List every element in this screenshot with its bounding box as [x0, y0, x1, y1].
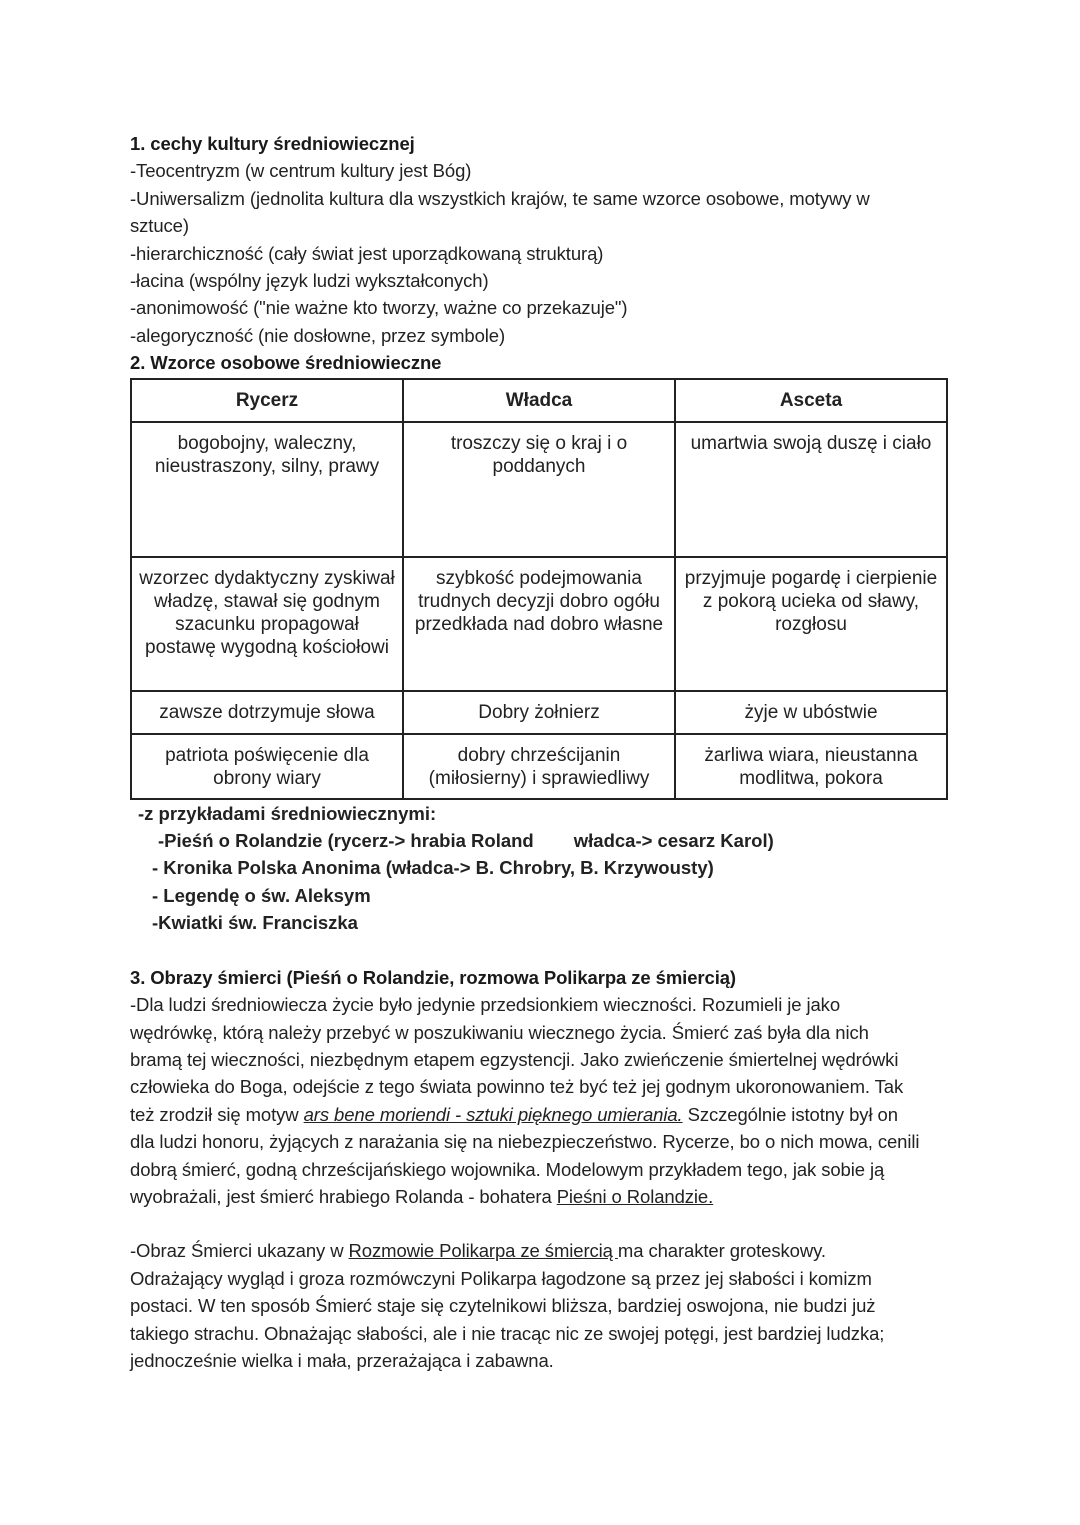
table-row [131, 734, 947, 799]
example-item: - Legendę o św. Aleksym [152, 884, 371, 906]
table-cell: zawsze dotrzymuje słowa [131, 691, 403, 734]
table-cell: Dobry żołnierz [403, 691, 675, 734]
section1-list [130, 157, 950, 349]
table-cell: patriota poświęcenie dla obrony wiary [131, 734, 403, 799]
table-row [131, 557, 947, 691]
text-span: wyobrażali, jest śmierć hrabiego Rolanda - bohatera [130, 1185, 557, 1207]
table-row [131, 422, 947, 557]
table-cell: wzorzec dydaktyczny zyskiwał władzę, stawał się godnym szacunku propagował postawę wygodną kościołowi [131, 557, 403, 691]
section3-paragraph-2 [130, 1237, 950, 1374]
table-row [131, 691, 947, 734]
table-cell: troszczy się o kraj i o poddanych [403, 422, 675, 557]
paragraph-line [130, 1237, 950, 1264]
table-cell: przyjmuje pogardę i cierpienie z pokorą ucieka od sławy, rozgłosu [675, 557, 947, 691]
list-item: -Teocentryzm (w centrum kultury jest Bóg) [130, 160, 472, 182]
table-cell: szybkość podejmowania trudnych decyzji dobro ogółu przedkłada nad dobro własne [403, 557, 675, 691]
list-item: -łacina (wspólny język ludzi wykształconych) [130, 270, 489, 292]
paragraph-line: człowieka do Boga, odejście z tego świata powinno też być też jej godnym ukoronowaniem. Tak [130, 1076, 904, 1098]
piesn-o-rolandzie-link[interactable]: Pieśni o Rolandzie. [556, 1185, 714, 1207]
table-cell: żyje w ubóstwie [675, 691, 947, 734]
table-header-cell: Rycerz [131, 379, 403, 422]
paragraph-line: jednocześnie wielka i mała, przerażająca i zabawna. [130, 1349, 554, 1371]
wzorce-table [130, 378, 948, 800]
ars-bene-moriendi-link[interactable]: ars bene moriendi - sztuki pięknego umierania. [303, 1103, 683, 1125]
table-header-cell: Asceta [675, 379, 947, 422]
document-page [130, 130, 950, 1374]
text-span: też zrodził się motyw [130, 1103, 304, 1125]
table-cell: umartwia swoją duszę i ciało [675, 422, 947, 557]
table-cell: dobry chrześcijanin (miłosierny) i sprawiedliwy [403, 734, 675, 799]
example-item: -Kwiatki św. Franciszka [152, 912, 358, 934]
paragraph-line [130, 1101, 950, 1128]
example-item [138, 827, 950, 854]
section3-paragraph-1 [130, 991, 950, 1210]
paragraph-line [130, 1183, 950, 1210]
rozmowa-polikarpa-link[interactable]: Rozmowie Polikarpa ze śmiercią [348, 1240, 618, 1262]
section1-heading: 1. cechy kultury średniowiecznej [130, 133, 415, 154]
example-text: władca-> cesarz Karol) [573, 830, 774, 852]
list-item: -alegoryczność (nie dosłowne, przez symbole) [130, 324, 506, 346]
list-item: -Uniwersalizm (jednolita kultura dla wszystkich krajów, te same wzorce osobowe, motywy w [130, 187, 870, 209]
list-item: -hierarchiczność (cały świat jest uporządkowaną strukturą) [130, 242, 604, 264]
paragraph-line: -Dla ludzi średniowiecza życie było jedynie przedsionkiem wieczności. Rozumieli je jako [130, 994, 841, 1016]
paragraph-line: dobrą śmierć, godną chrześcijańskiego wojownika. Modelowym przykładem tego, jak sobie ją [130, 1158, 885, 1180]
table-header-cell: Władca [403, 379, 675, 422]
list-item: -anonimowość ("nie ważne kto tworzy, ważne co przekazuje") [130, 297, 628, 319]
paragraph-line: Odrażający wygląd i groza rozmówczyni Polikarpa łagodzone są przez jej słabości i komizm [130, 1267, 872, 1289]
table-cell: żarliwa wiara, nieustanna modlitwa, pokora [675, 734, 947, 799]
paragraph-line: bramą tej wieczności, niezbędnym etapem egzystencji. Jako zwieńczenie śmiertelnej wędrówki [130, 1048, 899, 1070]
paragraph-line: postaci. W ten sposób Śmierć staje się czytelnikowi bliższa, bardziej oswojona, nie budzi już [130, 1295, 876, 1317]
text-span: ma charakter groteskowy. [617, 1240, 826, 1262]
paragraph-line: wędrówkę, którą należy przebyć w poszukiwaniu wiecznego życia. Śmierć zaś była dla nich [130, 1021, 869, 1043]
section3-heading: 3. Obrazy śmierci (Pieśń o Rolandzie, rozmowa Polikarpa ze śmiercią) [130, 966, 736, 988]
examples-intro: -z przykładami średniowiecznymi: [138, 802, 437, 824]
paragraph-line: dla ludzi honoru, żyjących z narażania się na niebezpieczeństwo. Rycerze, bo o nich mowa, cenili [130, 1131, 920, 1153]
paragraph-line: takiego strachu. Obnażając słabości, ale i nie tracąc nic ze swojej potęgi, jest bardziej ludzka; [130, 1322, 885, 1344]
table-cell: bogobojny, waleczny, nieustraszony, silny, prawy [131, 422, 403, 557]
list-item: sztuce) [130, 215, 189, 237]
example-text: -Pieśń o Rolandzie (rycerz-> hrabia Roland [158, 830, 534, 852]
example-item: - Kronika Polska Anonima (władca-> B. Chrobry, B. Krzywousty) [152, 857, 714, 879]
text-span: -Obraz Śmierci ukazany w [130, 1240, 349, 1262]
section2-heading: 2. Wzorce osobowe średniowieczne [130, 352, 442, 374]
table-header-row [131, 379, 947, 422]
examples-block [138, 800, 950, 937]
text-span: Szczególnie istotny był on [682, 1103, 898, 1125]
